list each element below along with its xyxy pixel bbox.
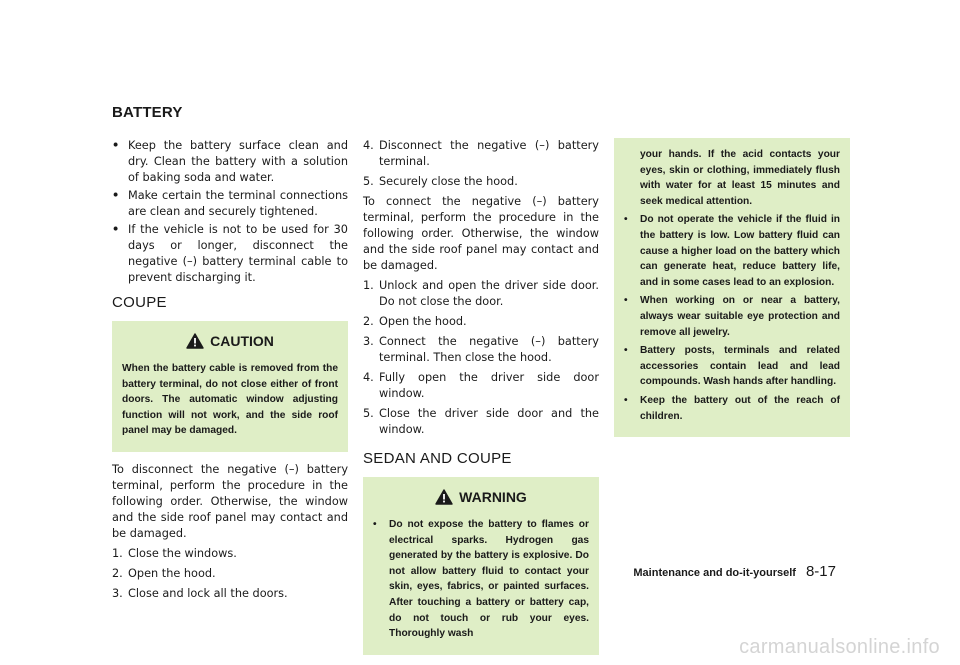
step-number: 5.: [363, 175, 374, 188]
section-title: BATTERY: [112, 104, 183, 121]
warning-header: [373, 489, 589, 505]
list-item: [363, 314, 599, 330]
bullet: •: [112, 223, 120, 236]
step-number: 1.: [363, 279, 374, 292]
step-text: Close and lock all the doors.: [128, 586, 288, 600]
list-item: [363, 406, 599, 438]
disconnect-intro: To disconnect the negative (–) battery terminal, perform the procedure in the following order. Otherwise, the window and the side roof panel may contact and be damaged.: [112, 462, 348, 540]
bullet: •: [624, 295, 628, 307]
step-text: Securely close the hood.: [379, 175, 518, 188]
bullet-text: Make certain the terminal connections are clean and securely tightened.: [128, 189, 348, 218]
step-text: Close the driver side door and the window.: [379, 407, 599, 436]
list-item: [112, 188, 348, 220]
sedan-coupe-heading: SEDAN AND COUPE: [363, 450, 512, 467]
list-item: [624, 293, 840, 340]
bullet: •: [373, 519, 377, 530]
warning-triangle-icon: [186, 333, 204, 349]
watermark: carmanualsonline.info: [739, 636, 940, 658]
bullet: •: [112, 139, 120, 152]
bullet: •: [624, 345, 628, 357]
caution-header: [122, 333, 338, 349]
step-text: Disconnect the negative (–) battery terminal.: [379, 139, 599, 168]
step-text: Connect the negative (–) battery terminal. Then close the hood.: [379, 335, 599, 364]
warning-box: [363, 477, 599, 655]
coupe-heading: COUPE: [112, 294, 167, 311]
step-number: 2.: [112, 566, 123, 580]
warning-box-continued: [614, 138, 850, 437]
step-number: 4.: [363, 139, 374, 152]
warning-title: WARNING: [459, 489, 527, 505]
list-item: [363, 138, 599, 170]
page-footer: [633, 563, 836, 580]
bullet-text: When working on or near a battery, always wear suitable eye protection and remove all jewelry.: [640, 295, 840, 338]
step-number: 3.: [363, 335, 374, 348]
bullet: •: [112, 189, 120, 202]
connect-intro: To connect the negative (–) battery terminal, perform the procedure in the following order. Otherwise, the window and the side roof panel may contact and be damaged.: [363, 195, 599, 272]
step-text: Open the hood.: [379, 315, 467, 328]
bullet-text: If the vehicle is not to be used for 30 days or longer, disconnect the negative (–) battery terminal cable to prevent discharging it.: [128, 223, 348, 284]
list-item: [112, 546, 348, 562]
list-item: [624, 393, 840, 424]
bullet-text: Do not expose the battery to flames or electrical sparks. Hydrogen gas generated by the battery is explosive. Do not allow battery fluid to contact your skin, eyes, fabrics, or painted surfaces. After touching a battery or battery cap, do not touch or rub your eyes. Thoroughly wash: [389, 519, 589, 640]
bullet-text: Battery posts, terminals and related accessories contain lead and lead compounds. Wash hands after handling.: [640, 345, 840, 388]
list-item: [624, 212, 840, 290]
step-number: 4.: [363, 371, 374, 384]
step-number: 1.: [112, 546, 123, 560]
list-item: [112, 222, 348, 286]
bullet: •: [624, 394, 628, 406]
list-item: [363, 174, 599, 190]
list-item: [112, 138, 348, 186]
warning-continuation: your hands. If the acid contacts your eyes, skin or clothing, immediately flush with water for at least 15 minutes and seek medical attention.: [640, 149, 840, 207]
footer-section-label: Maintenance and do-it-yourself: [633, 567, 796, 579]
list-item: [363, 334, 599, 366]
column-1: [112, 138, 348, 606]
list-item: [373, 517, 589, 642]
bullet: •: [624, 214, 628, 226]
list-item: [112, 586, 348, 602]
step-text: Unlock and open the driver side door. Do not close the door.: [379, 279, 599, 308]
step-text: Close the windows.: [128, 546, 237, 560]
bullet-text: Keep the battery out of the reach of children.: [640, 394, 840, 422]
step-text: Open the hood.: [128, 566, 216, 580]
warning-triangle-icon: [435, 489, 453, 505]
caution-box: [112, 321, 348, 452]
step-number: 3.: [112, 586, 123, 600]
step-number: 2.: [363, 315, 374, 328]
caution-text: When the battery cable is removed from the battery terminal, do not close either of front doors. The automatic window adjusting function will not work, and the side roof panel may be damaged.: [122, 363, 338, 437]
caution-title: CAUTION: [210, 333, 274, 349]
step-text: Fully open the driver side door window.: [379, 371, 599, 400]
column-2: [363, 138, 599, 665]
page-number: 8-17: [805, 563, 836, 580]
list-item: [624, 343, 840, 390]
list-item: [363, 370, 599, 402]
bullet-text: Do not operate the vehicle if the fluid in the battery is low. Low battery fluid can cause a higher load on the battery which can generate heat, reduce battery life, and in some cases lead to an explosion.: [640, 214, 840, 288]
step-number: 5.: [363, 407, 374, 420]
list-item: [363, 278, 599, 310]
list-item: [112, 566, 348, 582]
bullet-text: Keep the battery surface clean and dry. Clean the battery with a solution of baking soda and water.: [128, 139, 348, 184]
column-3: [614, 138, 850, 447]
